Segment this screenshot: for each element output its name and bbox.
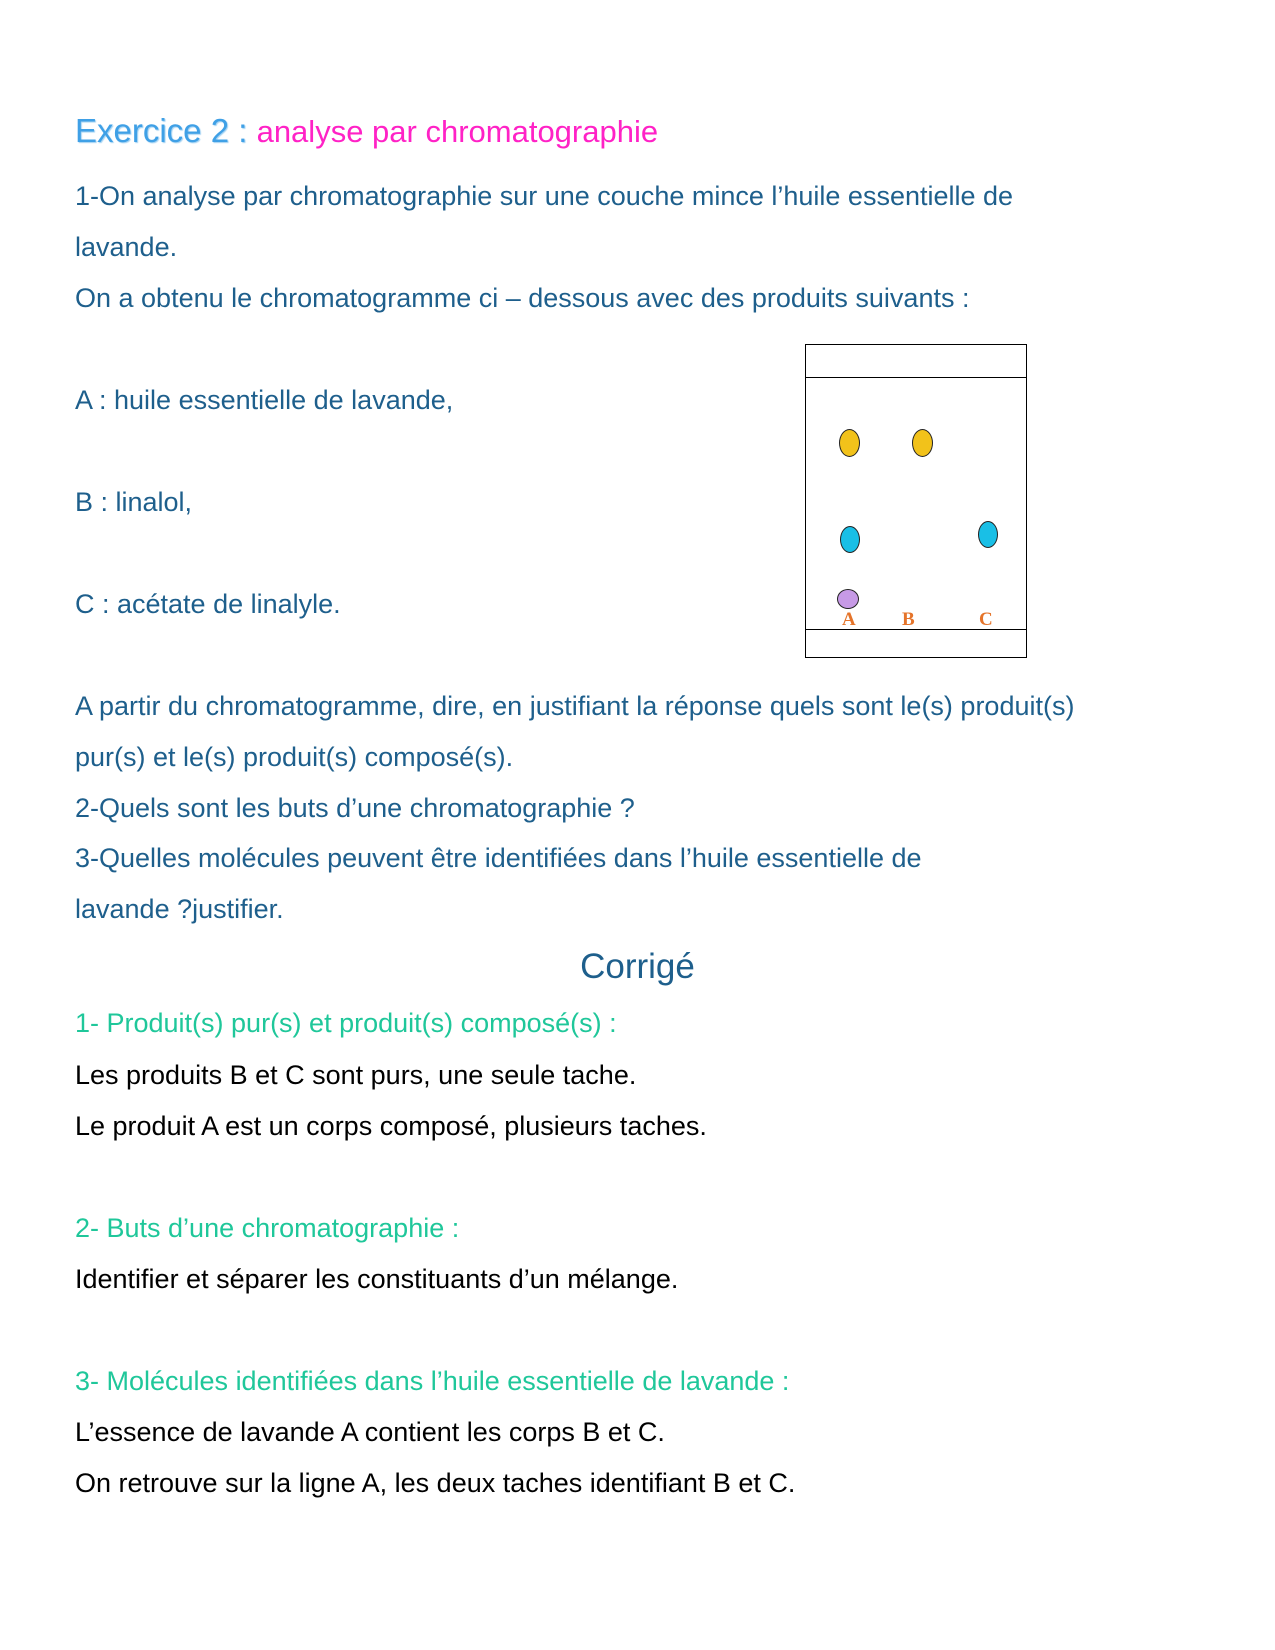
exercise-number: Exercice 2 — [75, 112, 230, 149]
question-3-line1: 3-Quelles molécules peuvent être identifiées dans l’huile essentielle de — [75, 843, 922, 873]
lane-label-a: A — [842, 609, 856, 630]
product-c: C : acétate de linalyle. — [75, 589, 341, 619]
question1-line3: On a obtenu le chromatogramme ci – dessous avec des produits suivants : — [75, 283, 970, 313]
exercise-subtitle: analyse par chromatographie — [256, 114, 659, 149]
answer-2-heading: 2- Buts d’une chromatographie : — [75, 1213, 460, 1243]
question-a-line2: pur(s) et le(s) produit(s) composé(s). — [75, 742, 514, 772]
lane-label-b: B — [902, 609, 915, 630]
exercise-title — [75, 114, 658, 150]
question-a-line1: A partir du chromatogramme, dire, en justifiant la réponse quels sont le(s) produit(s) — [75, 691, 1075, 721]
question-3-line2: lavande ?justifier. — [75, 894, 284, 924]
question1-line1: 1-On analyse par chromatographie sur une couche mince l’huile essentielle de — [75, 181, 1014, 211]
answer-1-line2: Le produit A est un corps composé, plusieurs taches. — [75, 1111, 707, 1141]
question-2: 2-Quels sont les buts d’une chromatographie ? — [75, 793, 635, 823]
chromatogram-figure — [805, 344, 1027, 658]
spot-c-cyan — [978, 521, 998, 548]
lane-label-c: C — [979, 609, 993, 630]
spot-a-violet — [837, 589, 859, 609]
answer-3-heading: 3- Molécules identifiées dans l’huile essentielle de lavande : — [75, 1366, 790, 1396]
solvent-front-line — [806, 377, 1026, 378]
answer-3-line1: L’essence de lavande A contient les corps B et C. — [75, 1417, 665, 1447]
baseline-line — [806, 629, 1026, 630]
answer-2-line1: Identifier et séparer les constituants d’un mélange. — [75, 1264, 679, 1294]
answer-3-line2: On retrouve sur la ligne A, les deux taches identifiant B et C. — [75, 1468, 796, 1498]
product-b: B : linalol, — [75, 487, 193, 517]
spot-a-cyan — [840, 526, 860, 553]
title-separator: : — [229, 112, 257, 149]
answer-1-heading: 1- Produit(s) pur(s) et produit(s) composé(s) : — [75, 1008, 617, 1038]
corrige-title: Corrigé — [580, 947, 695, 986]
spot-b-yellow — [912, 429, 933, 457]
question1-line2: lavande. — [75, 232, 178, 262]
spot-a-yellow — [839, 429, 860, 457]
product-a: A : huile essentielle de lavande, — [75, 385, 454, 415]
answer-1-line1: Les produits B et C sont purs, une seule tache. — [75, 1060, 637, 1090]
